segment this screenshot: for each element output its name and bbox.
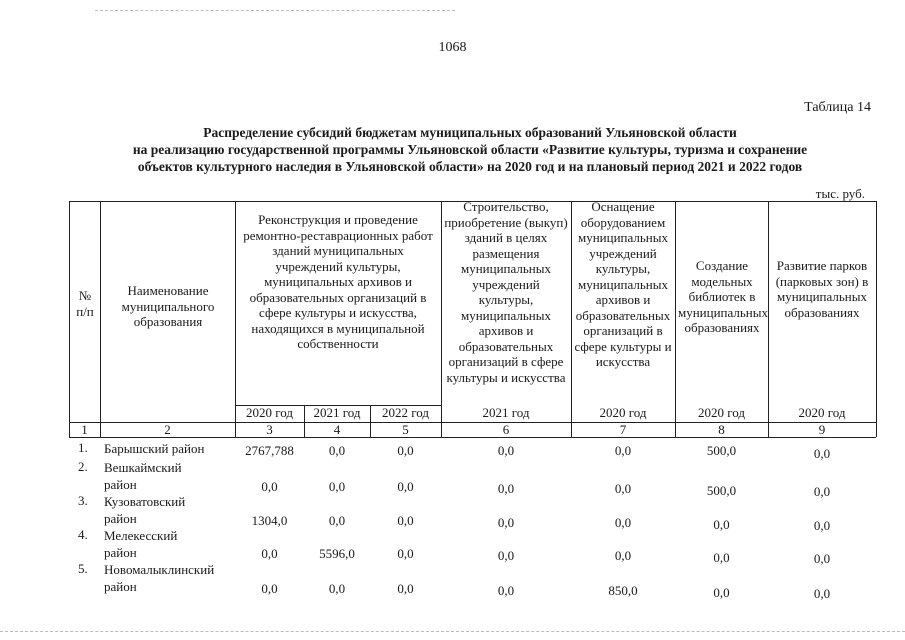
scan-artifact-line xyxy=(0,631,905,633)
year-label: 2022 год xyxy=(382,405,429,420)
row-value: 0,0 xyxy=(813,484,831,499)
header-num: № п/п xyxy=(76,288,94,319)
row-number: 5. xyxy=(78,561,88,576)
grid-line xyxy=(441,201,442,437)
grid-line xyxy=(876,201,877,437)
year-label: 2021 год xyxy=(313,405,361,420)
header-construction: Строительство, приобретение (выкуп) зданий в целях размещения муниципальных учреждений культуры, муниципальных архивов и образовательных организаций в сфере культуры и искусства xyxy=(444,199,568,385)
row-value: 0,0 xyxy=(497,443,515,458)
row-value: 0,0 xyxy=(497,548,515,563)
grid-line xyxy=(768,201,769,437)
row-value: 0,0 xyxy=(397,581,414,596)
column-index: 3 xyxy=(266,422,273,437)
row-name: Вешкаймский район xyxy=(104,460,182,492)
grid-line xyxy=(235,201,236,437)
row-value: 0,0 xyxy=(813,586,831,601)
row-value: 0,0 xyxy=(614,481,632,496)
title-line-3: объектов культурного наследия в Ульяновской области» на 2020 год и на плановый период 2021 и 2022 годов xyxy=(137,159,803,174)
header-reconstruction: Реконструкция и проведение ремонтно-реставрационных работ зданий муниципальных учреждений культуры, муниципальных архивов и образовательных организаций в сфере культуры и искусства, находящихся в муниципальной собственности xyxy=(243,212,433,351)
row-value: 0,0 xyxy=(261,479,278,494)
row-value: 0,0 xyxy=(328,513,346,528)
header-name: Наименование муниципального образования xyxy=(121,283,215,329)
row-value: 0,0 xyxy=(397,479,414,494)
unit-label: тыс. руб. xyxy=(815,186,865,201)
row-value: 0,0 xyxy=(713,550,730,565)
row-name: Новомалыклинский район xyxy=(104,562,215,594)
grid-line xyxy=(100,201,101,437)
year-label: 2020 год xyxy=(599,405,647,420)
grid-line xyxy=(69,201,70,437)
row-value: 0,0 xyxy=(497,583,515,598)
scan-artifact-line xyxy=(95,10,455,12)
row-value: 2767,788 xyxy=(245,443,294,458)
row-value: 0,0 xyxy=(713,585,730,600)
grid-line xyxy=(675,201,676,437)
row-value: 0,0 xyxy=(397,546,414,561)
row-name: Кузоватовский район xyxy=(104,494,186,526)
row-name: Мелекесский район xyxy=(104,528,178,560)
row-value: 0,0 xyxy=(497,481,515,496)
table-title xyxy=(60,124,880,175)
column-index: 4 xyxy=(333,422,341,437)
title-line-1: Распределение субсидий бюджетам муниципальных образований Ульяновской области xyxy=(203,125,737,140)
table-label: Таблица 14 xyxy=(804,100,871,115)
column-index: 7 xyxy=(619,422,627,437)
row-value: 0,0 xyxy=(497,515,515,530)
row-value: 0,0 xyxy=(614,443,632,458)
row-value: 0,0 xyxy=(328,581,346,596)
row-value: 0,0 xyxy=(397,443,414,458)
column-index: 2 xyxy=(164,422,171,437)
row-value: 0,0 xyxy=(261,546,278,561)
year-label: 2020 год xyxy=(698,405,745,420)
year-label: 2020 год xyxy=(246,405,293,420)
row-number: 4. xyxy=(78,527,88,542)
year-label: 2020 год xyxy=(798,405,846,420)
row-value: 0,0 xyxy=(813,551,831,566)
header-equipment: Оснащение оборудованием муниципальных учреждений культуры, муниципальных архивов и образовательных организаций в сфере культуры и искусства xyxy=(574,199,672,369)
header-libraries: Создание модельных библиотек в муниципальных образованиях xyxy=(678,258,769,335)
year-label: 2021 год xyxy=(482,405,530,420)
column-index: 6 xyxy=(502,422,510,437)
row-number: 1. xyxy=(78,440,88,455)
row-value: 0,0 xyxy=(614,515,632,530)
row-value: 500,0 xyxy=(706,483,737,498)
row-name: Барышский район xyxy=(104,441,205,456)
row-value: 0,0 xyxy=(813,446,831,461)
row-value: 0,0 xyxy=(261,581,278,596)
page-number: 1068 xyxy=(438,40,467,55)
column-index: 8 xyxy=(718,422,725,437)
row-value: 1304,0 xyxy=(251,513,288,528)
row-value: 0,0 xyxy=(397,513,414,528)
row-value: 5596,0 xyxy=(319,546,355,561)
row-number: 3. xyxy=(78,493,88,508)
row-value: 500,0 xyxy=(706,443,737,458)
row-value: 0,0 xyxy=(328,443,346,458)
title-line-2: на реализацию государственной программы Ульяновской области «Развитие культуры, туризма и сохранение xyxy=(132,142,808,157)
grid-line xyxy=(571,201,572,437)
row-value: 0,0 xyxy=(813,518,831,533)
row-value: 0,0 xyxy=(713,517,730,532)
column-index: 1 xyxy=(81,422,88,437)
row-number: 2. xyxy=(78,459,88,474)
row-value: 850,0 xyxy=(608,583,638,598)
header-parks: Развитие парков (парковых зон) в муниципальных образованиях xyxy=(775,258,869,320)
column-index: 5 xyxy=(402,422,409,437)
row-value: 0,0 xyxy=(328,479,346,494)
row-value: 0,0 xyxy=(614,548,632,563)
column-index: 9 xyxy=(818,422,826,437)
